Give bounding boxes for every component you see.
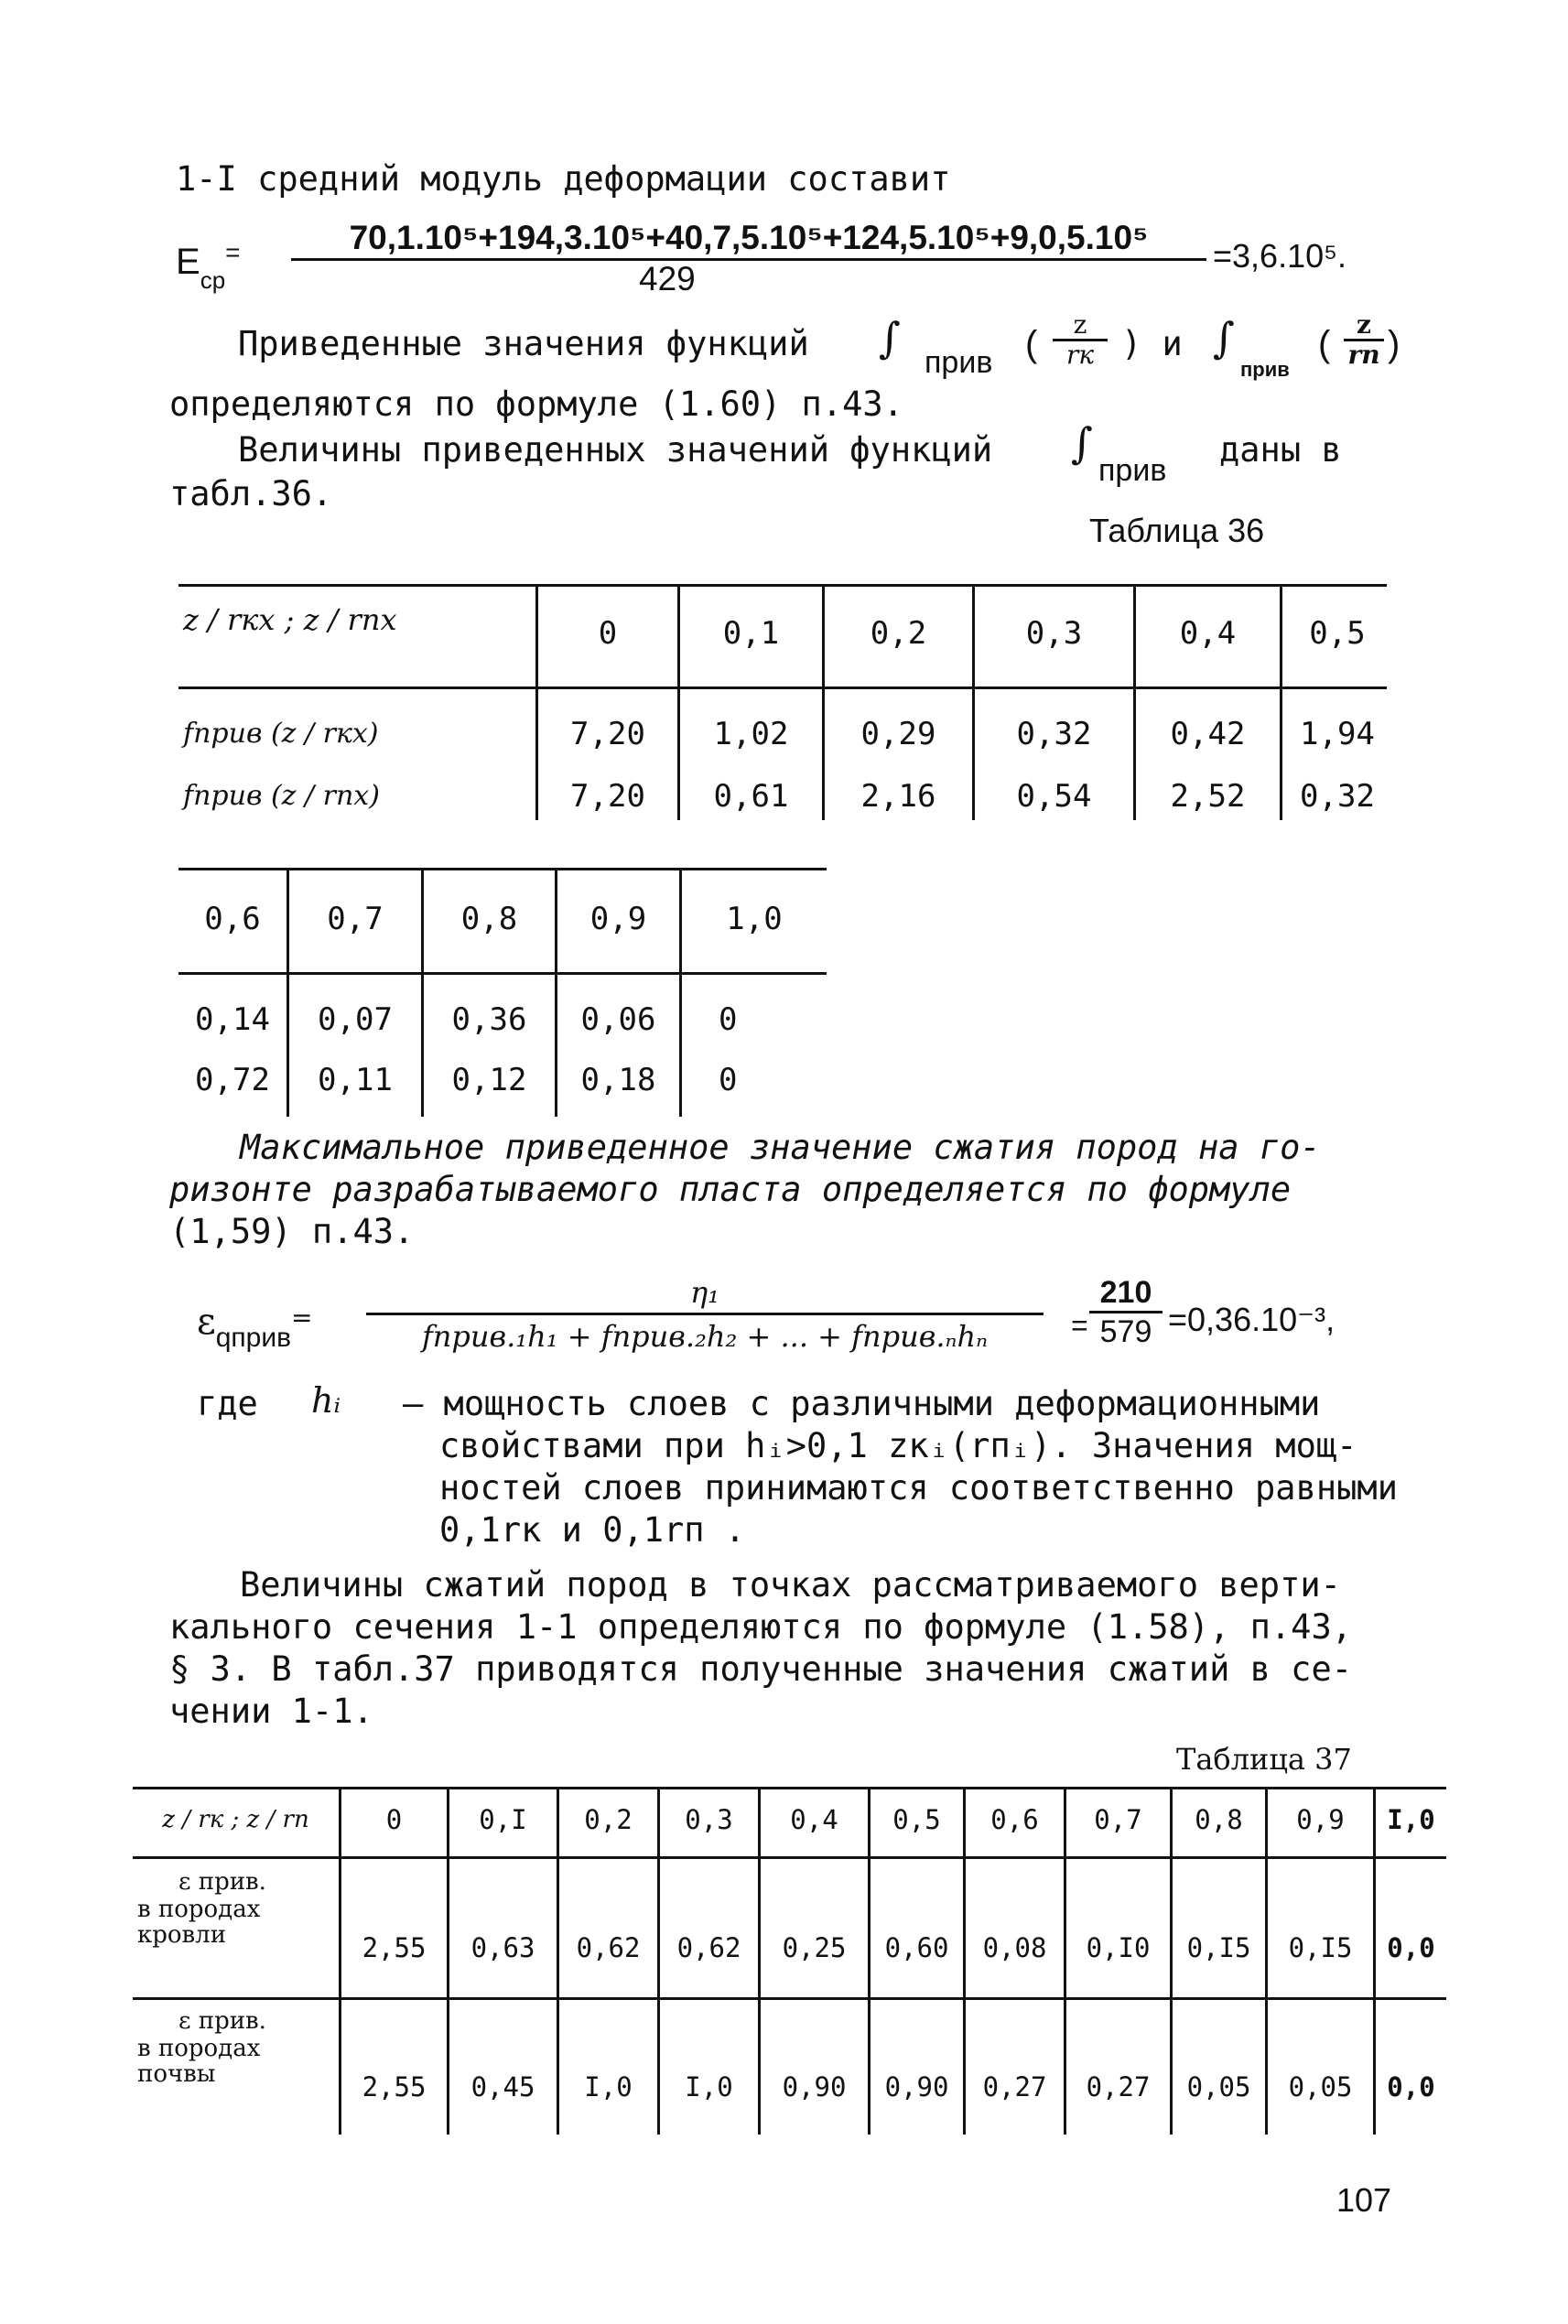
paren-close-2: ) bbox=[1388, 324, 1400, 364]
t36-col: 0,2 bbox=[870, 615, 927, 652]
paren-open-1: ( bbox=[1025, 324, 1038, 364]
t37-row1-label-c: кровли bbox=[137, 1921, 227, 1949]
t36b-cell: 0 bbox=[719, 1001, 738, 1038]
t36b-cell: 0 bbox=[719, 1062, 738, 1098]
f-symbol-1: ∫ bbox=[879, 313, 901, 362]
t37-col: 0,7 bbox=[1094, 1804, 1142, 1835]
ratio-den: 579 bbox=[1099, 1314, 1152, 1349]
intro-line: 1-I средний модуль деформации составит bbox=[176, 159, 951, 199]
t37-row1-label-b: в породах bbox=[137, 1896, 261, 1923]
z-num-2: z bbox=[1344, 311, 1384, 341]
para2-line1: Величины приведенных значений функций bbox=[238, 430, 993, 470]
eps-fraction bbox=[366, 1272, 1044, 1357]
f-symbol-2: ∫ bbox=[1213, 313, 1235, 362]
t37-col: 0,5 bbox=[892, 1804, 941, 1835]
t36-header-rule bbox=[178, 686, 1387, 689]
t37-cell: 0,27 bbox=[1086, 2071, 1151, 2102]
t37-cell: 2,55 bbox=[362, 1932, 427, 1963]
z-over-rk bbox=[1053, 311, 1108, 369]
t36-col: 0,1 bbox=[722, 615, 780, 652]
t36-cell: 1,94 bbox=[1300, 716, 1375, 752]
ecp-label bbox=[176, 238, 241, 294]
para2-line1b: даны в bbox=[1219, 430, 1342, 470]
t37-cell: 0,60 bbox=[884, 1932, 949, 1963]
t37-cell: 0,0 bbox=[1387, 2071, 1435, 2102]
eps-symbol: ε bbox=[197, 1301, 216, 1343]
t37-row2-label-b: в породах bbox=[137, 2035, 261, 2062]
where-line1: – мощность слоев с различными деформационными bbox=[403, 1384, 1321, 1423]
para3-line2: ризонте разрабатываемого пласта определяется по формуле bbox=[169, 1170, 1292, 1209]
t36-cell: 0,42 bbox=[1170, 716, 1246, 752]
t36b-col: 1,0 bbox=[726, 901, 783, 937]
t37-cell: 0,08 bbox=[982, 1932, 1047, 1963]
eps-equals: = bbox=[291, 1303, 313, 1333]
t36b-cell: 0,14 bbox=[195, 1001, 270, 1038]
t36b-cell: 0,72 bbox=[195, 1062, 270, 1098]
t36b-col: 0,9 bbox=[589, 901, 647, 937]
para2-line2: табл.36. bbox=[169, 474, 333, 513]
rk-den: rк bbox=[1065, 340, 1095, 370]
t36b-header-rule bbox=[178, 972, 827, 975]
where-label: где bbox=[197, 1384, 258, 1423]
eps-lhs bbox=[197, 1300, 313, 1353]
modulus-denominator: 429 bbox=[639, 260, 696, 297]
priv-sub-1: прив bbox=[925, 345, 993, 380]
t37-col: 0,6 bbox=[990, 1804, 1039, 1835]
t37-cell: 2,55 bbox=[362, 2071, 427, 2102]
ratio-fraction bbox=[1089, 1274, 1162, 1350]
para4-line4: чении 1-1. bbox=[169, 1692, 373, 1731]
eps-mid-equals: = bbox=[1071, 1309, 1088, 1342]
t36b-col: 0,6 bbox=[204, 901, 261, 937]
table36-caption: Таблица 36 bbox=[1089, 512, 1265, 549]
t37-cell: I,0 bbox=[584, 2071, 633, 2102]
t36b-top-rule bbox=[178, 868, 827, 870]
ratio-num: 210 bbox=[1089, 1274, 1162, 1313]
t37-cell: 0,I5 bbox=[1186, 1932, 1251, 1963]
t37-header-rule bbox=[133, 1856, 1446, 1859]
t37-cell: 0,05 bbox=[1186, 2071, 1251, 2102]
para4-line3: § 3. В табл.37 приводятся полученные значения сжатий в се- bbox=[169, 1649, 1353, 1689]
modulus-result: =3,6.10⁵. bbox=[1213, 237, 1347, 275]
where-hi: hᵢ bbox=[311, 1380, 341, 1421]
t36-header-label: z / rкх ; z / rпх bbox=[183, 602, 397, 637]
page-number: 107 bbox=[1336, 2181, 1392, 2219]
t37-cell: 0,45 bbox=[470, 2071, 535, 2102]
t36-cell: 0,29 bbox=[860, 716, 936, 752]
t36b-cell: 0,07 bbox=[318, 1001, 393, 1038]
and-word: ) и bbox=[1121, 324, 1183, 363]
z-over-rn bbox=[1344, 311, 1384, 369]
t37-cell: 0,27 bbox=[982, 2071, 1047, 2102]
eps-subscript: qприв bbox=[215, 1323, 292, 1353]
t37-col: 0,4 bbox=[790, 1804, 838, 1835]
t36b-cell: 0,11 bbox=[318, 1062, 393, 1098]
t37-col: 0,I bbox=[479, 1804, 527, 1835]
t36b-col: 0,7 bbox=[327, 901, 384, 937]
eps-result: =0,36.10⁻³, bbox=[1168, 1301, 1336, 1338]
rn-den: rп bbox=[1347, 340, 1380, 370]
t36-col: 0,3 bbox=[1025, 615, 1083, 652]
para3-line1: Максимальное приведенное значение сжатия пород на го- bbox=[240, 1128, 1321, 1167]
t37-col: 0,3 bbox=[685, 1804, 733, 1835]
t37-mid-rule bbox=[133, 1997, 1446, 2000]
t36-cell: 7,20 bbox=[570, 778, 645, 815]
t37-cell: I,0 bbox=[685, 2071, 733, 2102]
t37-col: 0,8 bbox=[1195, 1804, 1243, 1835]
para3-line3: (1,59) п.43. bbox=[169, 1212, 415, 1251]
z-num: z bbox=[1053, 311, 1108, 341]
t36-cell: 0,61 bbox=[713, 778, 789, 815]
t36-cell: 0,54 bbox=[1016, 778, 1092, 815]
t37-cell: 0,90 bbox=[782, 2071, 847, 2102]
t37-row1-label-a: ε прив. bbox=[178, 1868, 266, 1896]
t37-cell: 0,62 bbox=[576, 1932, 641, 1963]
para4-line1: Величины сжатий пород в точках рассматриваемого верти- bbox=[240, 1565, 1341, 1605]
t37-top-rule bbox=[133, 1787, 1446, 1789]
t37-cell: 0,I5 bbox=[1288, 1932, 1353, 1963]
t36-cell: 7,20 bbox=[570, 716, 645, 752]
t36-row-label-2: fприв (z / rпх) bbox=[183, 780, 380, 812]
t37-cell: 0,63 bbox=[470, 1932, 535, 1963]
t37-cell: 0,90 bbox=[884, 2071, 949, 2102]
ecp-subscript: ср bbox=[200, 266, 226, 294]
t37-col: I,0 bbox=[1387, 1804, 1435, 1835]
where-line4: 0,1rк и 0,1rп . bbox=[439, 1510, 746, 1550]
t37-cell: 0,I0 bbox=[1086, 1932, 1151, 1963]
t37-cell: 0,25 bbox=[782, 1932, 847, 1963]
t37-header-label: z / rк ; z / rп bbox=[162, 1806, 309, 1833]
t36b-cell: 0,18 bbox=[580, 1062, 656, 1098]
t37-col: 0,9 bbox=[1296, 1804, 1345, 1835]
t37-col: 0,2 bbox=[584, 1804, 633, 1835]
t37-cell: 0,62 bbox=[676, 1932, 741, 1963]
t37-row2-label-c: почвы bbox=[137, 2060, 216, 2088]
t36-col: 0,4 bbox=[1179, 615, 1237, 652]
t37-col: 0 bbox=[385, 1804, 403, 1835]
table37-caption: Таблица 37 bbox=[1176, 1742, 1352, 1777]
modulus-numerator: 70,1.10⁵+194,3.10⁵+40,7,5.10⁵+124,5.10⁵+9,0,5.10⁵ bbox=[291, 218, 1206, 261]
t36-cell: 0,32 bbox=[1016, 716, 1092, 752]
para4-line2: кального сечения 1-1 определяются по формуле (1.58), п.43, bbox=[169, 1607, 1353, 1647]
t37-row2-label-a: ε прив. bbox=[178, 2007, 266, 2035]
t36-row-label-1: fприв (z / rкх) bbox=[183, 718, 379, 750]
eps-numerator: η₁ bbox=[366, 1272, 1044, 1315]
t36-col: 0,5 bbox=[1309, 615, 1366, 652]
t36-cell: 1,02 bbox=[713, 716, 789, 752]
t36b-cell: 0,06 bbox=[580, 1001, 656, 1038]
priv-sub-2: прив bbox=[1240, 358, 1290, 381]
where-line3: ностей слоев принимаются соответственно равными bbox=[439, 1468, 1398, 1508]
t36b-cell: 0,36 bbox=[451, 1001, 527, 1038]
f-symbol-3: ∫ bbox=[1071, 418, 1093, 468]
t37-cell: 0,05 bbox=[1288, 2071, 1353, 2102]
t37-cell: 0,0 bbox=[1387, 1932, 1435, 1963]
modulus-fraction bbox=[291, 218, 1206, 297]
t36-cell: 0,32 bbox=[1300, 778, 1375, 815]
t36-top-rule bbox=[178, 584, 1387, 587]
t36b-cell: 0,12 bbox=[451, 1062, 527, 1098]
paren-open-2: ( bbox=[1318, 324, 1331, 364]
ecp-letter: E bbox=[176, 242, 200, 282]
t36b-col: 0,8 bbox=[460, 901, 518, 937]
where-line2: свойствами при hᵢ>0,1 zкᵢ(rпᵢ). Значения мощ- bbox=[439, 1426, 1357, 1465]
priv-sub-3: прив bbox=[1098, 453, 1167, 488]
t36-cell: 2,16 bbox=[860, 778, 936, 815]
t36-cell: 2,52 bbox=[1170, 778, 1246, 815]
t36-col: 0 bbox=[598, 615, 618, 652]
para1-line2: определяются по формуле (1.60) п.43. bbox=[169, 384, 903, 424]
eps-denominator: fприв.₁h₁ + fприв.₂h₂ + ... + fприв.ₙhₙ bbox=[421, 1319, 989, 1354]
ecp-equals: = bbox=[225, 238, 241, 266]
para1-text: Приведенные значения функций bbox=[238, 324, 809, 363]
